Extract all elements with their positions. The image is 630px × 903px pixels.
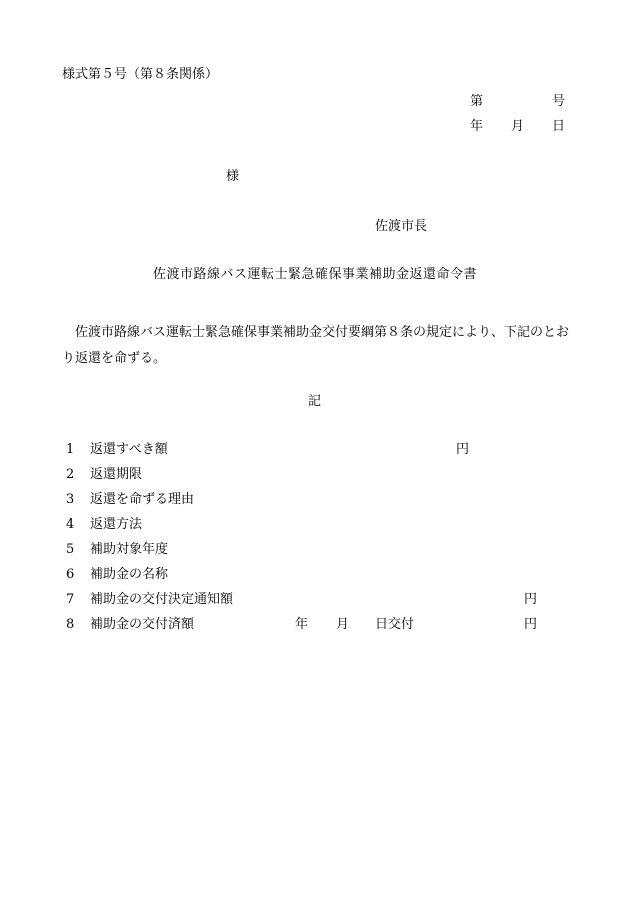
- document-title: 佐渡市路線バス運転士緊急確保事業補助金返還命令書: [152, 267, 477, 282]
- item-label: 返還を命ずる理由: [90, 492, 195, 507]
- item-label: 返還期限: [90, 467, 143, 482]
- item-number: 1: [66, 442, 75, 457]
- item-unit-yen: 円: [524, 617, 538, 632]
- date-month-label: 月: [511, 119, 525, 134]
- list-item: [62, 618, 572, 643]
- recipient-honorific: 様: [226, 169, 240, 184]
- item-label: 補助金の交付済額: [90, 617, 195, 632]
- item-month-label: 月: [336, 617, 350, 632]
- document-number-prefix: 第: [470, 94, 484, 109]
- item-label: 返還すべき額: [90, 442, 168, 457]
- item-list: [62, 443, 572, 643]
- sender-name: 佐渡市長: [375, 219, 428, 234]
- date-day-label: 日: [552, 119, 566, 134]
- item-unit-yen: 円: [456, 442, 470, 457]
- item-label: 補助金の交付決定通知額: [90, 592, 234, 607]
- item-number: 4: [66, 517, 75, 532]
- document-body: [62, 320, 570, 372]
- item-number: 7: [66, 592, 75, 607]
- date-year-label: 年: [470, 119, 484, 134]
- list-item: [62, 493, 572, 518]
- form-number-label: 様式第５号（第８条関係）: [62, 67, 219, 82]
- item-number: 6: [66, 567, 75, 582]
- item-label: 返還方法: [90, 517, 143, 532]
- item-number: 2: [66, 467, 75, 482]
- item-number: 5: [66, 542, 75, 557]
- item-number: 8: [66, 617, 75, 632]
- list-item: [62, 518, 572, 543]
- list-item: [62, 593, 572, 618]
- item-number: 3: [66, 492, 75, 507]
- ki-heading: 記: [308, 394, 322, 409]
- list-item: [62, 543, 572, 568]
- item-year-label: 年: [295, 617, 309, 632]
- body-paragraph: 佐渡市路線バス運転士緊急確保事業補助金交付要綱第８条の規定により、下記のとおり返還を命ずる。: [62, 325, 570, 366]
- list-item: [62, 443, 572, 468]
- document-number-suffix: 号: [552, 94, 566, 109]
- item-day-issued-label: 日交付: [375, 617, 415, 632]
- list-item: [62, 568, 572, 593]
- item-label: 補助金の名称: [90, 567, 169, 582]
- list-item: [62, 468, 572, 493]
- item-unit-yen: 円: [524, 592, 538, 607]
- item-label: 補助対象年度: [90, 542, 169, 557]
